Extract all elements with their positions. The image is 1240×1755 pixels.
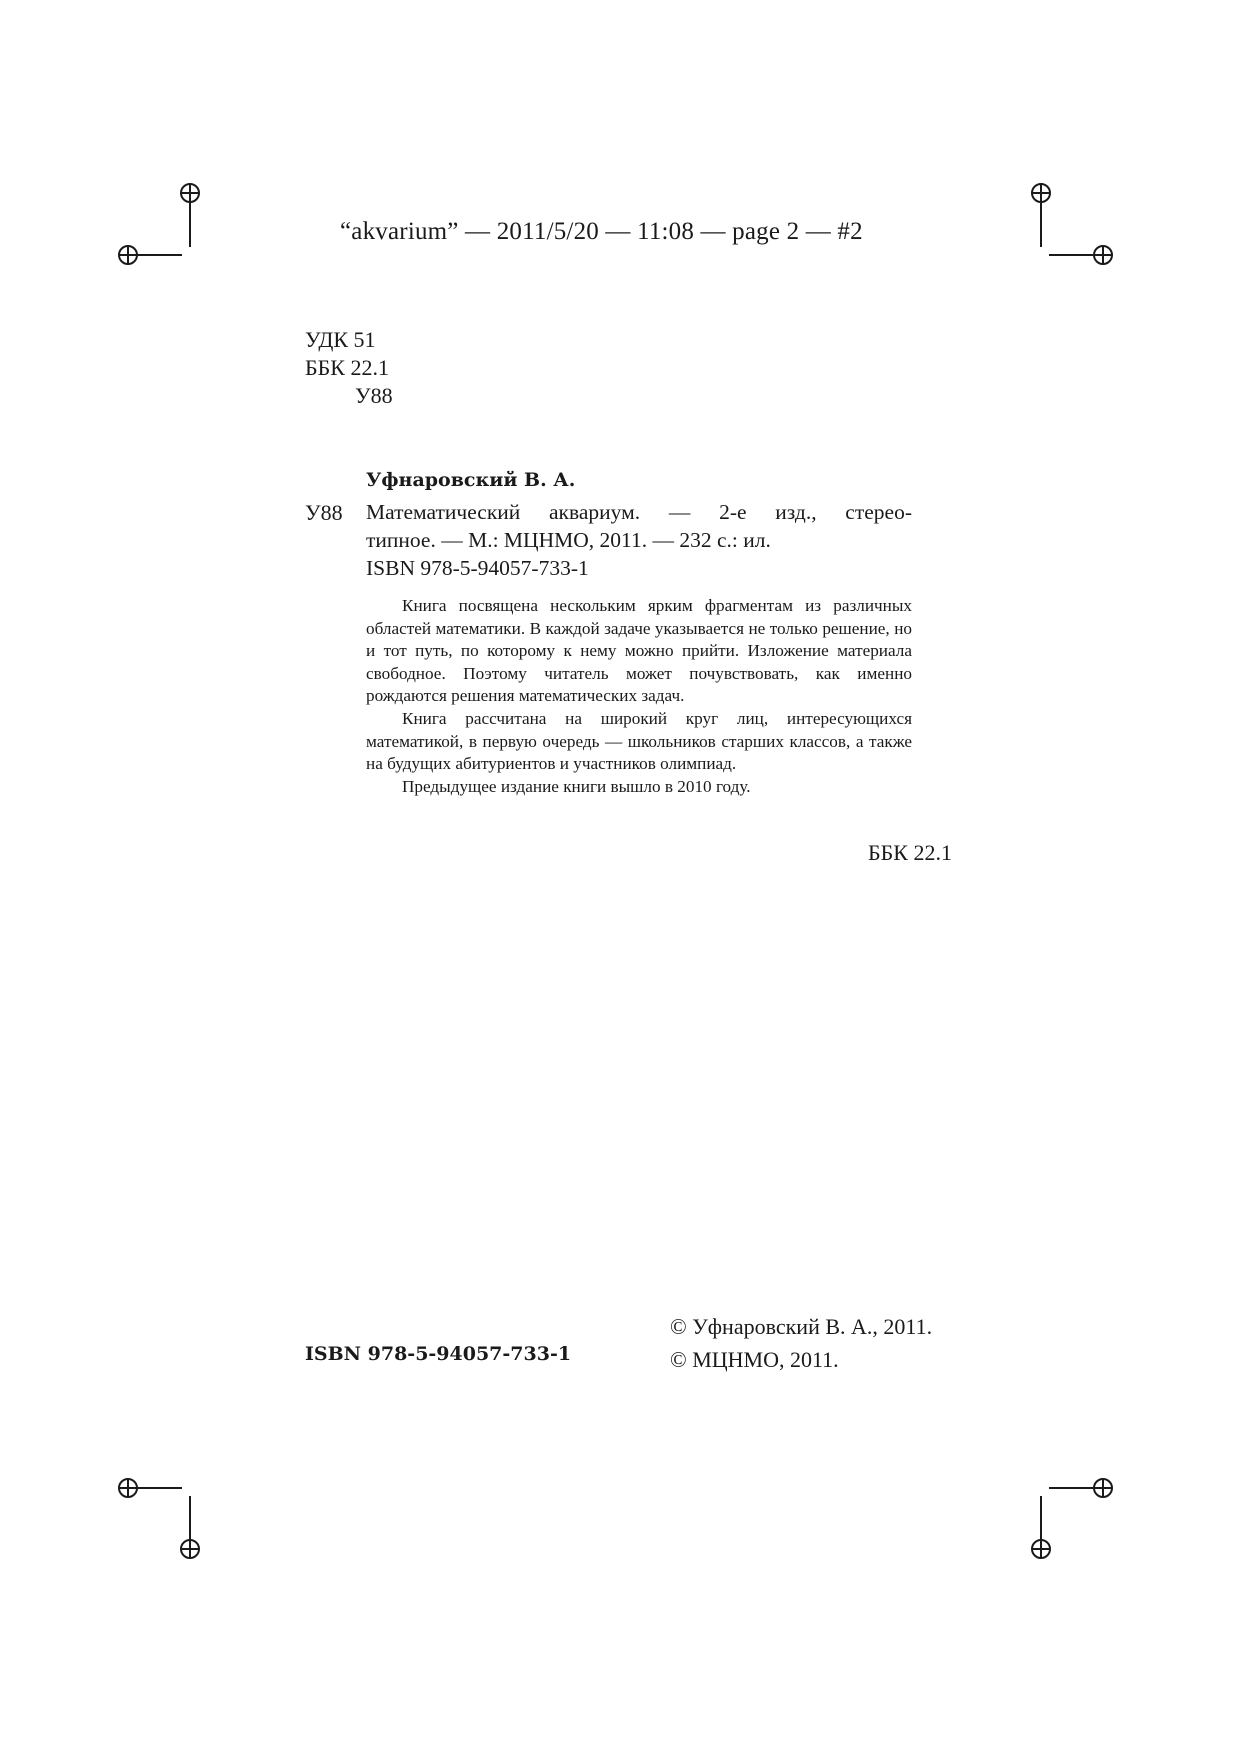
- bbk-code-right: ББК 22.1: [868, 840, 952, 865]
- copyright-publisher: © МЦНМО, 2011.: [670, 1347, 839, 1372]
- bibliographic-description: [366, 498, 912, 582]
- annotation-paragraph-1: Книга посвящена нескольким ярким фрагментам из различных областей математики. В каждой задаче указывается не только решение, но и тот путь, по которому к нему можно прийти. Изложение материала свободное. Поэтому читатель может почувствовать, как именно рождаются решения математических задач.: [366, 596, 912, 706]
- author-heading: Уфнаровский В. А.: [366, 469, 576, 491]
- crop-mark-top-left: [119, 184, 199, 264]
- cutter-mark: У88: [305, 500, 343, 525]
- annotation-paragraph-2: Книга рассчитана на широкий круг лиц, интересующихся математикой, в первую очередь — школьников старших классов, а также на будущих абитуриентов и участников олимпиад.: [366, 708, 912, 774]
- title-line-1: Математический аквариум. — 2-е изд., стерео-: [366, 500, 912, 524]
- crop-mark-top-right: [1032, 184, 1112, 264]
- isbn-bottom: ISBN 978-5-94057-733-1: [305, 1343, 572, 1365]
- copyright-block: [670, 1310, 932, 1376]
- running-head: “akvarium” — 2011/5/20 — 11:08 — page 2 — #2: [340, 218, 863, 245]
- catalog-isbn: ISBN 978-5-94057-733-1: [366, 556, 589, 580]
- crop-mark-bottom-left: [119, 1479, 199, 1558]
- annotation-paragraph-3: Предыдущее издание книги вышло в 2010 году.: [402, 776, 751, 796]
- crop-mark-bottom-right: [1032, 1479, 1112, 1558]
- cutter-code: У88: [355, 383, 393, 408]
- annotation: [366, 595, 912, 798]
- bbk-code: ББК 22.1: [305, 355, 389, 380]
- udk-code: УДК 51: [305, 327, 376, 352]
- title-line-2: типное. — М.: МЦНМО, 2011. — 232 с.: ил.: [366, 528, 771, 552]
- classification-block: [305, 326, 393, 410]
- copyright-author: © Уфнаровский В. А., 2011.: [670, 1314, 933, 1339]
